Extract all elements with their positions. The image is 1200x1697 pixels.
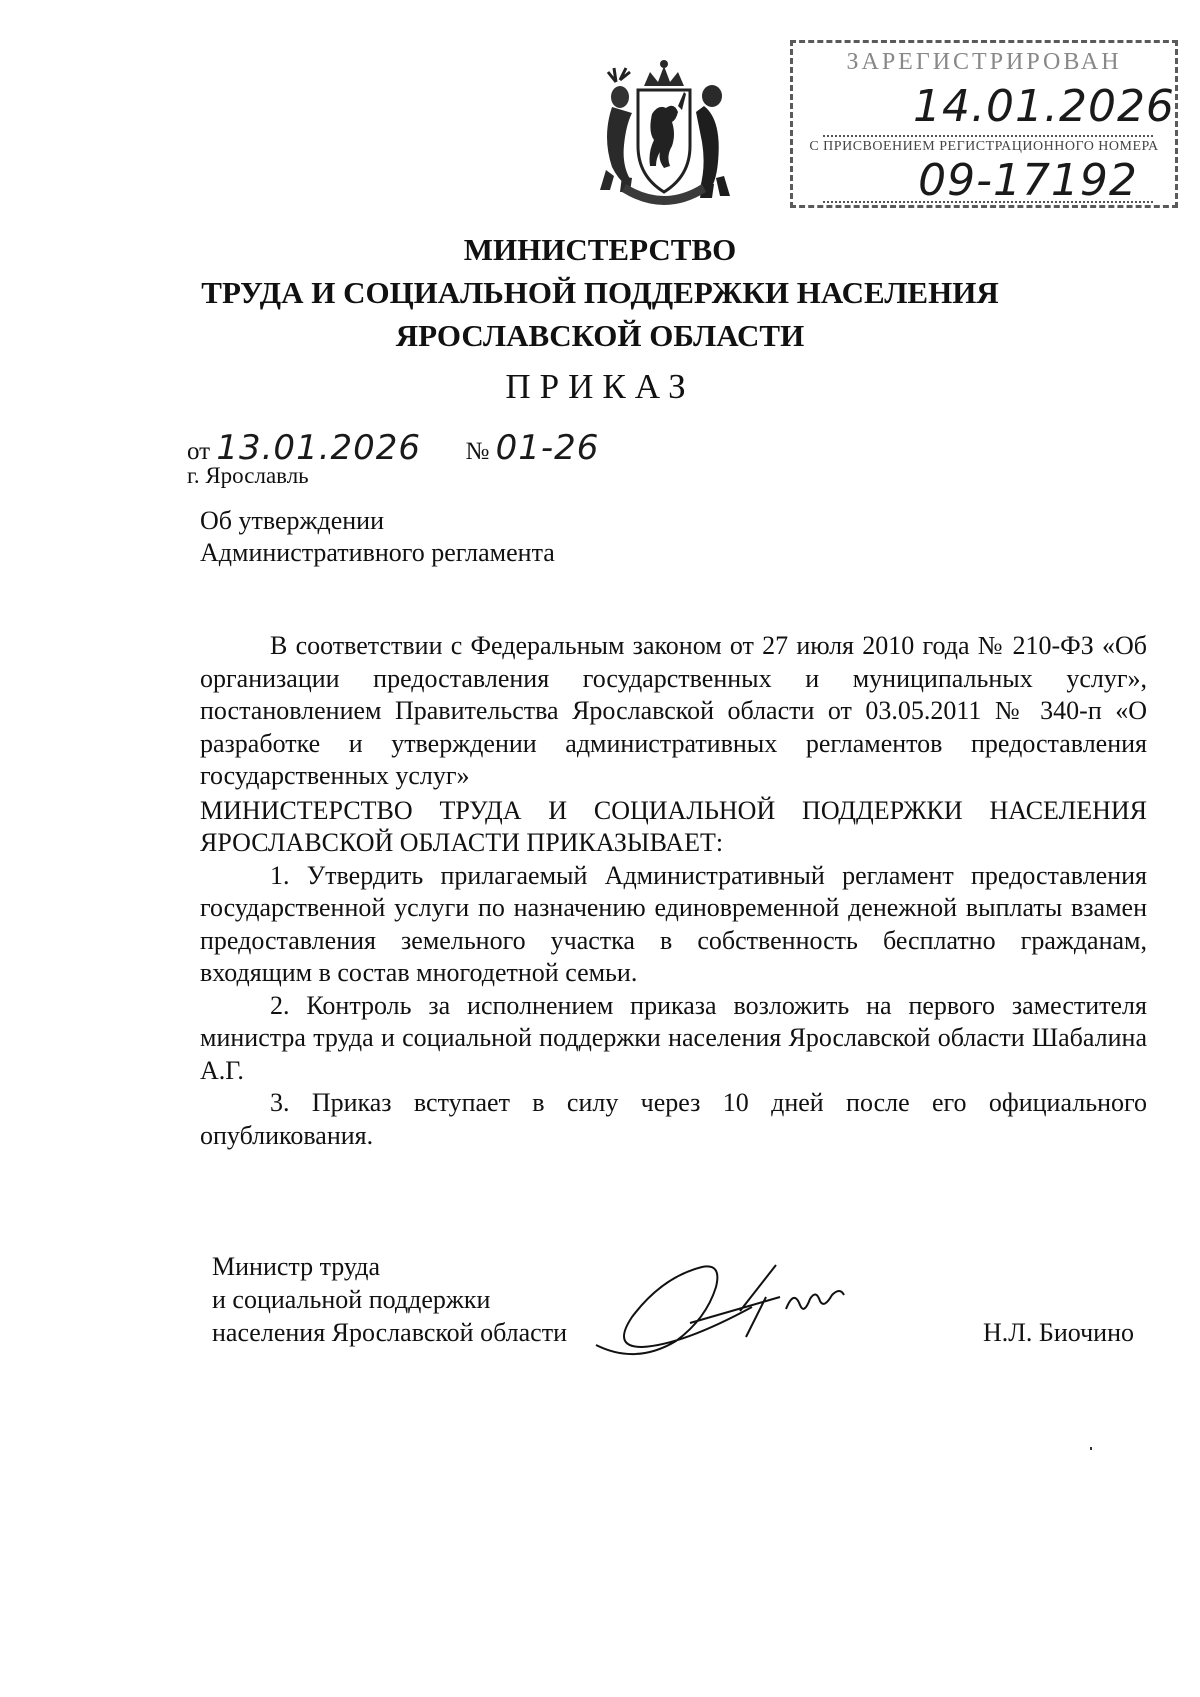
order-number: 01-26 xyxy=(495,428,600,468)
scan-speck xyxy=(1090,1447,1092,1450)
signer-title-line3: населения Ярославской области xyxy=(212,1318,567,1347)
item-1-paragraph: 1. Утвердить прилагаемый Административный регламент предоставления государственной услуги по назначению единовременной денежной выплаты взамен предоставления земельного участка в собственность бесплатно гражданам, входящим в состав многодетной семьи. xyxy=(200,860,1147,987)
subject-line2: Административного регламента xyxy=(200,538,555,567)
ministry-orders-paragraph: МИНИСТЕРСТВО ТРУДА И СОЦИАЛЬНОЙ ПОДДЕРЖКИ НАСЕЛЕНИЯ ЯРОСЛАВСКОЙ ОБЛАСТИ ПРИКАЗЫВАЕТ: xyxy=(200,795,1147,857)
ministry-heading-line2: ТРУДА И СОЦИАЛЬНОЙ ПОДДЕРЖКИ НАСЕЛЕНИЯ xyxy=(201,275,999,310)
number-prefix: № xyxy=(465,438,490,465)
stamp-date: 14.01.2026 xyxy=(913,81,1175,132)
order-body xyxy=(200,630,1147,1152)
ministry-heading xyxy=(0,228,1200,357)
signer-title xyxy=(212,1250,567,1349)
stamp-number: 09-17192 xyxy=(918,155,1138,206)
item-3-paragraph: 3. Приказ вступает в силу через 10 дней после его официального опубликования. xyxy=(200,1088,1147,1150)
coat-of-arms-icon xyxy=(586,52,742,213)
date-prefix: от xyxy=(187,438,211,465)
stamp-subtitle: С ПРИСВОЕНИЕМ РЕГИСТРАЦИОННОГО НОМЕРА xyxy=(809,139,1159,154)
signer-title-line1: Министр труда xyxy=(212,1252,381,1281)
stamp-divider xyxy=(823,201,1153,203)
order-subject xyxy=(200,505,555,569)
stamp-title: ЗАРЕГИСТРИРОВАН xyxy=(846,49,1122,75)
order-date-number xyxy=(187,428,599,468)
subject-line1: Об утверждении xyxy=(200,506,385,535)
handwritten-signature-icon xyxy=(590,1253,870,1368)
ministry-heading-line1: МИНИСТЕРСТВО xyxy=(463,232,737,267)
signer-title-line2: и социальной поддержки xyxy=(212,1285,491,1314)
signer-name: Н.Л. Биочино xyxy=(983,1318,1134,1347)
stamp-divider xyxy=(823,135,1153,137)
item-2-paragraph: 2. Контроль за исполнением приказа возложить на первого заместителя министра труда и социальной поддержки населения Ярославской области Шабалина А.Г. xyxy=(200,990,1147,1085)
order-city: г. Ярославль xyxy=(187,463,309,488)
order-date: 13.01.2026 xyxy=(216,428,422,468)
document-type: ПРИКАЗ xyxy=(505,367,695,406)
preamble-paragraph: В соответствии с Федеральным законом от 27 июля 2010 года № 210-ФЗ «Об организации предоставления государственных и муниципальных услуг», постановлением Правительства Ярославской области от 03.05.2011 № 340-п «О разработке и утверждении административных регламентов предоставления государственных услуг» xyxy=(200,631,1147,790)
registration-stamp xyxy=(790,40,1178,208)
ministry-heading-line3: ЯРОСЛАВСКОЙ ОБЛАСТИ xyxy=(395,318,805,353)
